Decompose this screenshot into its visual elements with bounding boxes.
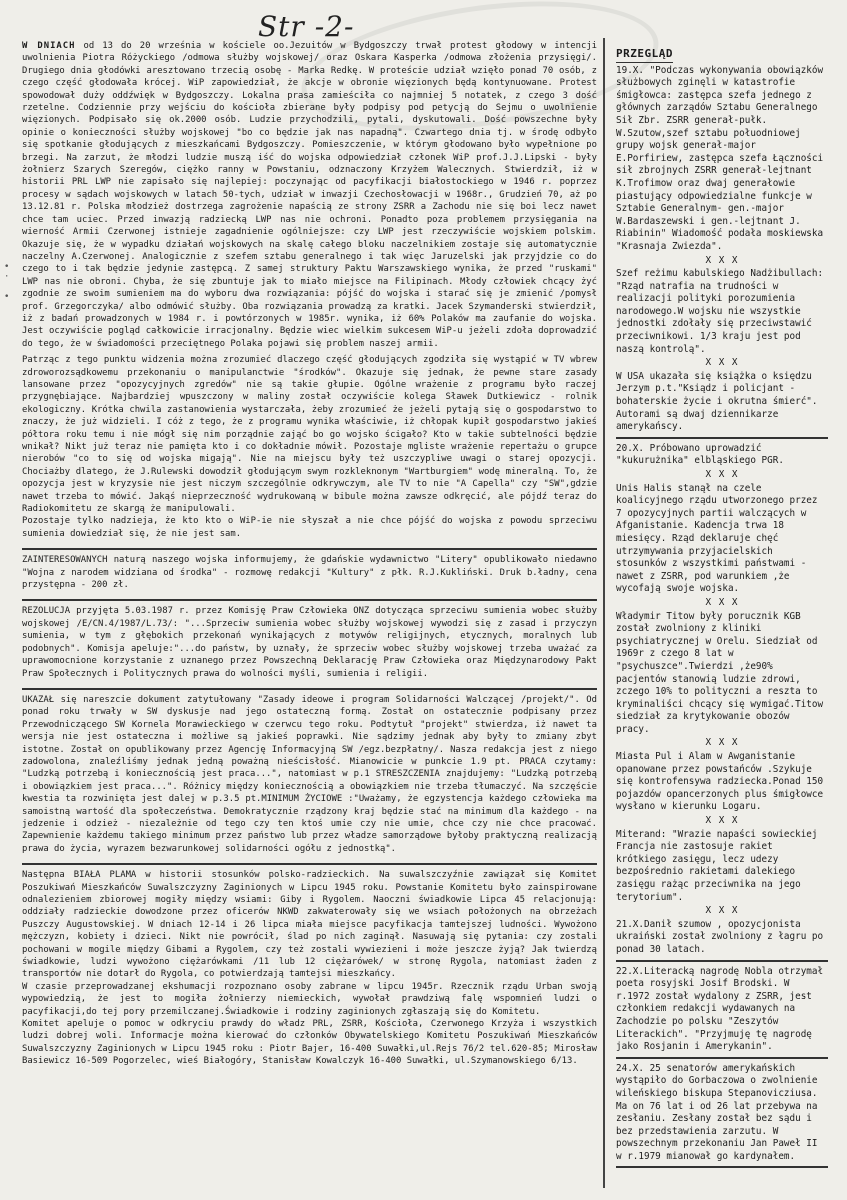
review-separator: X X X [705,905,739,917]
review-rule [616,960,828,962]
review-item: 24.X. 25 senatorów amerykańskich wystąpiło do Gorbaczowa o zwolnienie wileńskiego biskupa Stepanovicziusa. Ma on 76 lat i od 26 lat przebywa na zesłaniu. Zesłany został bez sądu i bez przedstawienia zarzutu. W powszechnym przekonaniu Jan Paweł II w r.1979 mianował go kardynałem. [616,1062,818,1162]
review-rule [616,1166,828,1168]
right-column-review [616,48,828,1172]
review-rule [616,1057,828,1059]
review-item: 19.X. "Podczas wykonywania obowiązków służbowych zginęli w katastrofie śmigłowca: zastępca szefa jednego z głównych zarządów Sztabu Generalnego Sił Zbr. ZSRR generał-pułk. W.Szutow,szef sztabu połuodniowej grupy wojsk generał-major E.Porfiriew, zastępca szefa Łączności sił zbrojnych ZSRR generał-lejtnant K.Trofimow oraz dwaj generałowie piastujący odpowiedzialne funkcje w Sztabie Generalnym- gen.-major W.Bardaszewski i gen.-lejtnant J. Riabinin" Wiadomość podała moskiewska "Krasnaja Zwiezda". [616,64,824,252]
review-header: PRZEGLĄD [616,48,673,63]
review-separator: X X X [705,254,739,266]
review-item: W USA ukazała się książka o księdzu Jerzym p.t."Ksiądz i policjant - bohaterskie życie i okrutna śmierć". Autorami są dwaj dziennikarze amerykańscy. [616,370,818,433]
section-divider [22,683,597,690]
column-divider [603,38,605,1188]
section-divider [22,594,597,601]
review-rule [616,437,828,439]
article-committee: Komitet apeluje o pomoc w odkryciu prawdy do władz PRL, ZSRR, Kościoła, Czerwonego Krzyża i wszystkich ludzi dobrej woli. Informacje można kierować do członków Obywatelskiego Komitetu Poszukiwań Mieszkańców Suwalszczyzny Zaginionych w Lipcu 1945 roku : Piotr Bajer, 16-400 Suwałki,ul.Rejs 76/2 tel.620-85; Mirosław Basiewicz 16-509 Pogorzelec, wieś Białogóry, Stanisław Kowalczyk 16-400 Suwałki, ul.Szymanowskiego 6/13. [22,1019,597,1067]
review-separator: X X X [705,815,739,827]
article-sw-program: UKAZAŁ się nareszcie dokument zatytułowany "Zasady ideowe i program Solidarności Walczącej /projekt/". Od ponad roku trwały w SW dyskusje nad jego ostateczną formą. Został on ostatecznie podpisany przez Przewodniczącego SW Kornela Morawieckiego w czerwcu tego roku. Podtytuł "projekt" stwierdza, iż nawet ta wersja nie jest ostateczna i możliwe są jakieś poprawki. Nie sądzimy jednak aby były to zmiany zbyt istotne. Został on opublikowany przez Agencję Informacyjną SW /egz.bezpłatny/. Nasza redakcja jest z niego zadowolona, znaleźliśmy jednak jedną poważną nieścisłość. Mianowicie w punkcie 1.9 pt. PRACA czytamy: "Ludzką potrzebą i koniecznością jest praca...", natomiast w p.1 STRESZCZENIA znajdujemy: "Ludzką potrzebą i obowiązkiem jest praca...". Różnicy między koniecznością a obowiązkiem nie trzeba tłumaczyć. Na szczęście kwestia ta rozwinięta jest dalej w p.3.5 pt.MINIMUM ŻYCIOWE :"Uważamy, że egzystencja każdego człowieka ma samoistną wartość dla społeczeństwa. Demokratycznie rządzony kraj będzie stać na minimum dla każdego - na jedzenie i odzież - niezależnie od tego czy ten ktoś umie czy nie umie, chce czy nie chce pracować. Zapewnienie każdemu takiego minimum przez państwo lub przez władze samorządowe byłoby praktyczną realizacją prawa do życia, wyrazem bezwarunkowej solidarności ogółu z jednostką". [22,694,597,854]
article-resolution: REZOLUCJA przyjęta 5.03.1987 r. przez Komisję Praw Człowieka ONZ dotycząca sprzeciwu sumienia wobec służby wojskowej /E/CN.4/1987/L.73/: "...Sprzeciw sumienia wobec służby wojskowej wywodzi się z zasad i przyczyn sumienia, w tym z głębokich przekonań wynikających z motywów religijnych, etycznych, moralnych lub podobnych". Komisja apeluje:"...do państw, by uznały, że sprzeciw wobec służby wojskowej trzeba uważać za uprawomocnione korzystanie z uznanego przez Powszechną Deklarację Praw Człowieka oraz Międzynarodowy Pakt Praw Społecznych i Politycznych prawa do wolności myśli, sumienia i religii. [22,606,597,679]
review-separator: X X X [705,737,739,749]
page-number-handwritten: Str -2- [258,10,355,43]
article-protest: W DNIACH od 13 do 20 września w kościele oo.Jezuitów w Bydgoszczy trwał protest głodowy w intencji uwolnienia Piotra Różyckiego /odmowa służby wojskowej/ oraz Oskara Kasperka /odmowa złożenia przysięgi/. Drugiego dnia głodówki aresztowano trzecią osobę - Marka Redkę. W proteście udział wzięło ponad 70 osób, z czego część głodowała krócej. WiP zapowiedział, że akcje w obronie więzionych będą kontynuowane. Protest spowodował duży oddźwięk w Bydgoszczy. Lokalna prasa zamieściła co najmniej 5 notatek, z czego 3 dość rzetelne. Codziennie przy wejściu do kościoła zbierane były podpisy pod petycją do Sejmu o uwolnienie więzionych. Podpisało się ok.2000 osób. Ludzie przychodzili, pytali, dyskutowali. Dość powszechne były opinie o konieczności służby wojskowej "bo co będzie jak nas napadną". Czwartego dnia tj. w środę odbyło się spotkanie głodujących z mieszkańcami Bydgoszczy. Pomieszczenie, w którym głodowano było wypełnione po brzegi. Na zarzut, że młodzi ludzie muszą iść do wojska odpowiedział członek WiP prof.J.J.Lipski - były żołnierz Szarych Szeregów, ciężko ranny w Powstaniu, odznaczony Krzyżem Walecznych. Stwierdził, iż w historii PRL LWP nie zapisało się najlepiej: poczynając od pacyfikacji białostockiego w 1946 r. poprzez procesy w sądach wojskowych w latach 50-tych, udział w inwazji Czechosłowacji w 1968r., Grudzień 70, aż po 13.12.81 r. Polska młodzież dostrzega zagrożenie napaścią ze strony ZSRR a Zachodu nie się boi lecz nawet chce tam uciec. Przed inwazją radziecką LWP nas nie ochroni. Ponadto poza problemem przysięgania na wierność Armii Czerwonej istnieje zagadnienie ogólniejsze: czy LWP jest rzeczywiście wojskiem polskim. Okazuje się, że w wypadku działań wojskowych na skalę całego bloku naczelnikiem zostaje się automatycznie naczelny A.Czerwonej. Analogicznie z szefem sztabu generalnego i tak więc Jaruzelski jak przyjdzie co do czego to i tak będzie jedynie zastępcą. Z samej struktury Paktu Warszawskiego wynika, że przed "ruskami" LWP nas nie obroni. Chyba, że się zbuntuje jak to miało miejsce na Filipinach. Młody człowiek chcący żyć zgodnie ze swoim sumieniem ma do wyboru dwa rozwiązania: pójść do wojska i starać się je zmienić /pomysł prof. Grzegorczyka/ albo odmówić służby. Oba rozwiązania prowadzą za kratki. Jacek Szymanderski stwierdził, iż z badań prowadzonych w 1984 r. i powtórzonych w 1985r. wynika, iż 60% Polaków ma zaufanie do wojska. Jest oczywiście pogląd całkowicie irracjonalny. Będzie wiec wielkim sukcesem WiP-u jeżeli zdoła doprowadzić do tego, że w świadomości przeciętnego Polaka pojawi się problem naszej armii. [22,41,598,349]
review-item: Władymir Titow były porucznik KGB został zwolniony z kliniki psychiatrycznej w Orelu. Siedział od 1969r z czego 8 lat w "psychuszce".Twierdzi ,że90% pacjentów stanowią ludzie zdrowi, zczego 10% to polityczni a reszta to kryminaliści chcący się wymigać.Titow siedział za krytykowanie obozów pracy. [616,610,824,735]
article-exhumation: W czasie przeprowadzanej ekshumacji rozpoznano osoby zabrane w lipcu 1945r. Rzecznik rządu Urban swoją wypowiedzią, że jest to mogiła żołnierzy niemieckich, wywołał prawdziwą falę wspomnień ludzi o pacyfikacji,do tej pory przemilczanej.Świadkowie i rodziny zaginionych zgłaszają się do Komitetu. [22,981,597,1017]
left-column [22,40,597,1068]
review-separator: X X X [705,596,739,608]
margin-specks: • · • [4,262,10,302]
section-divider [22,543,597,550]
review-item: Miasta Pul i Alam w Awganistanie opanowane przez powstańców .Szykuje się kontrofensywa radziecka.Ponad 150 pojazdów opancerzonych plus śmigłowce wysłano w kierunku Logaru. [616,751,824,813]
article-litery: ZAINTERESOWANYCH naturą naszego wojska informujemy, że gdańskie wydawnictwo "Litery" opublikowało niedawno "Wojna z narodem widziana od środka" - rozmowę redakcji "Kultury" z płk. R.J.Kukliński. Druk b.ładny, cena przystępna - 200 zł. [22,555,597,591]
article-white-spot: Następna BIAŁA PLAMA w historii stosunków polsko-radzieckich. Na suwalszczyźnie zawiązał się Komitet Poszukiwań Mieszkańców Suwalszczyzny Zaginionych w Lipcu 1945 roku. Powstanie Komitetu było zainspirowane odnalezieniem zbiorowej mogiły między wsiami: Giby i Rygolem. Naoczni świadkowie Lipca 45 relacjonują: oddziały radzieckie dowodzone przez oficerów NKWD zakwaterowały się we wsiach położonych na obrzeżach Puszczy Augustowskiej. W dniach 12-14 i 26 lipca miała miejsce pacyfikacja tamtejszej ludności. Wywożono mężczyzn, kobiety i dzieci. Nikt nie powrócił, ślad po nich zaginął. Nasuwają się pytania: czy zostali pochowani w mogile między Gibami a Rygolem, czy też zostali wywiezieni i może jeszcze żyją? Jak twierdzą świadkowie, ludzi wywożono ciężarówkami /11 lub 12 ciężarówek/ w stronę Rygola, natomiast żaden z transportów nie dotarł do Rygola, co potwierdzają tamtejsi mieszkańcy. [22,870,597,980]
review-item: Miterand: "Wrazie napaści sowieckiej Francja nie zastosuje rakiet krótkiego zasięgu, lecz udezy bezpośrednio rakietami dalekiego zasięgu rażąc przeciwnika na jego terytorium". [616,828,818,903]
review-item: Szef reżimu kabulskiego Nadżibullach: "Rząd natrafia na trudności w realizacji polityki porozumienia narodowego.W wojsku nie wszystkie jednostki zdołały się przeciwstawić przeciwnikowi. 1/3 kraju jest pod naszą kontrolą". [616,268,824,355]
review-separator: X X X [705,357,739,369]
article-tv: Patrząc z tego punktu widzenia można zrozumieć dlaczego część głodujących zgodziła się wystąpić w TV wbrew zdroworozsądkowemu przekonaniu o manipulanctwie "środków". Okazuje się jednak, że pewne stare zasady lansowane przez "opozycyjnych zgredów" nie są takie głupie. Ogólne wrażenie z programu było raczej przygnębiające. Najbardziej wpuszczony w maliny został oczywiście kolega Sławek Dutkiewicz - rolnik ekologiczny. Krótka chwila zastanowienia wystarczała, żeby zrozumieć że jeżeli pytają się o gospodarstwo to znaczy, że już widzieli. I cóż z tego, że z programu wynika właściwie, iż chłopak kupił gospodarstwo jakieś półtora roku temu i nie mógł się nim porządnie zająć bo go wojsko ścigało? Kto w takie subtelności będzie wnikał? Nikt już teraz nie pamięta kto i co dokładnie mówił. Pozostaje mgliste wrażenie repertażu o grupce nierobów "co to się od wojska migają". Nie na miejscu były też uszczypliwe uwagi o starej opozycji. Chociażby dlatego, że J.Rulewski dowodził głodującym swym rozkleknonym "Wartburgiem" wodę mineralną. To, że opozycja jest w kryzysie nie jest niczym szczególnie odkrywczym, ale TV to nie "A Capella" czy "SW",gdzie nawet trzeba to mówić. Jakąś nieprzeczność wydrukowaną w bibule można zawsze odkręcić, ale pójdź teraz do Radiokomitetu ze skargą że manipulowali. [22,355,597,515]
article-lead: W DNIACH [22,41,76,51]
article-tv-end: Pozostaje tylko nadzieja, że kto kto o WiP-ie nie słyszał a nie chce pójść do wojska z powodu sprzeciwu sumienia dowiedział się, że nie jest sam. [22,516,597,539]
section-divider [22,858,597,865]
review-item: 20.X. Próbowano uprowadzić "kukurużnika" elbląskiego PGR. [616,442,784,467]
review-item: Unis Halis stanął na czele koalicyjnego rządu utworzonego przez 7 opozycyjnych partii walczących w Afganistanie. Kadencja trwa 18 miesięcy. Rząd deklaruje chęć utrzymywania przyjacielskich stosunków z wszystkimi państwami - nawet z ZSRR, pod warunkiem ,że wycofają swoje wojska. [616,482,818,595]
review-item: 22.X.Literacką nagrodę Nobla otrzymał poeta rosyjski Josif Brodski. W r.1972 został wydalony z ZSRR, jest członkiem redakcji wydawanych na Zachodzie po polsku "Zeszytów Literackich". "Przyjmuję tę nagrodę jako Rosjanin i Amerykanin". [616,965,824,1053]
review-separator: X X X [705,469,739,480]
review-item: 21.X.Danił szumow , opozycjonista ukraiński został zwolniony z łagru po ponad 30 latach. [616,918,824,955]
